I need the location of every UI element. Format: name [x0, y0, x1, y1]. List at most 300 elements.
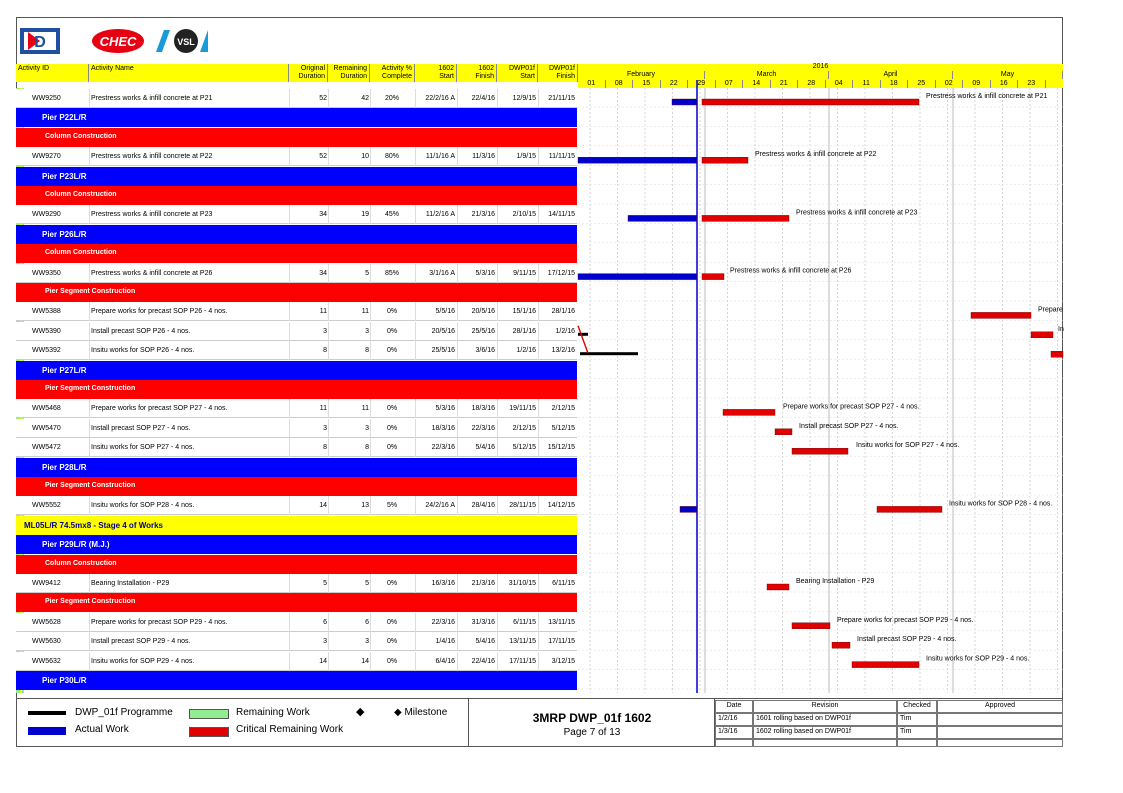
- pier-band[interactable]: [16, 167, 577, 186]
- cell-s: 1/4/16: [435, 638, 455, 646]
- activity-row[interactable]: [16, 632, 577, 651]
- cell-divider: [89, 419, 90, 438]
- cell-id: WW5630: [32, 638, 61, 646]
- cell-ds: 28/1/16: [512, 327, 536, 335]
- timeline-month: February: [578, 71, 705, 79]
- gantt-bar-label: Insitu works for SOP P27 - 4 nos.: [856, 442, 960, 450]
- cell-divider: [328, 322, 329, 341]
- gantt-bar: [792, 448, 848, 454]
- band-label: Pier Segment Construction: [45, 288, 136, 295]
- legend-remaining-label: Remaining Work: [236, 707, 310, 718]
- cell-s: 11/2/16 A: [425, 211, 455, 219]
- cell-divider: [328, 302, 329, 321]
- cell-divider: [289, 322, 290, 341]
- cell-divider: [457, 205, 458, 224]
- cell-divider: [497, 89, 498, 108]
- col-1602-finish[interactable]: 1602 Finish: [457, 64, 497, 82]
- cell-divider: [89, 438, 90, 457]
- cell-pct: 80%: [384, 153, 399, 161]
- cell-df: 5/12/15: [551, 424, 575, 432]
- cell-pct: 85%: [384, 269, 399, 277]
- cell-divider: [89, 632, 90, 651]
- cell-rd: 10: [361, 153, 369, 161]
- section-band[interactable]: [16, 593, 577, 612]
- cell-divider: [328, 205, 329, 224]
- cell-divider: [328, 89, 329, 108]
- gantt-bar: [1031, 332, 1053, 338]
- cell-divider: [457, 264, 458, 283]
- cell-name: Insitu works for SOP P28 - 4 nos.: [91, 502, 195, 510]
- timeline-week: 29: [688, 80, 716, 88]
- cell-pct: 0%: [386, 347, 398, 355]
- col-activity-id[interactable]: Activity ID: [16, 64, 89, 82]
- cell-pct: 0%: [386, 444, 398, 452]
- gantt-bar-label: Install precast SOP P29 - 4 nos.: [857, 636, 957, 644]
- logo-vsl: VSL: [177, 37, 195, 47]
- activity-row[interactable]: [16, 419, 577, 438]
- legend-remaining-swatch: [189, 709, 229, 719]
- cell-id: WW5388: [32, 308, 61, 316]
- activity-row[interactable]: [16, 399, 577, 418]
- document-title: 3MRP DWP_01f 1602: [532, 711, 652, 725]
- cell-divider: [415, 419, 416, 438]
- cell-divider: [457, 438, 458, 457]
- cell-divider: [457, 613, 458, 632]
- cell-name: Prepare works for precast SOP P27 - 4 nos.: [91, 405, 228, 413]
- cell-name: Prestress works & infill concrete at P23: [91, 211, 213, 219]
- cell-pct: 0%: [386, 308, 398, 316]
- cell-od: 8: [323, 347, 327, 355]
- timeline-week: 04: [826, 80, 854, 88]
- section-band[interactable]: [16, 186, 577, 205]
- band-label: Column Construction: [45, 249, 117, 257]
- cell-f: 31/3/16: [471, 618, 495, 626]
- timeline-week: 18: [881, 80, 909, 88]
- cell-f: 28/4/16: [471, 502, 495, 510]
- cell-divider: [289, 613, 290, 632]
- cell-divider: [328, 496, 329, 515]
- gantt-bar-label: Prepare works for precast SOP P27 - 4 nos.: [783, 403, 920, 411]
- cell-od: 34: [319, 211, 327, 219]
- baseline-bar: [578, 333, 588, 336]
- cell-f: 22/4/16: [471, 95, 495, 102]
- cell-od: 8: [323, 444, 327, 452]
- revision-cell: Tim: [897, 713, 937, 726]
- cell-ds: 9/11/15: [513, 269, 536, 277]
- band-label: Pier P27L/R: [42, 365, 87, 375]
- activity-row[interactable]: [16, 205, 577, 224]
- gantt-bar: [680, 506, 697, 512]
- cell-f: 5/4/16: [475, 444, 495, 452]
- revision-cell-empty: [937, 739, 1063, 747]
- cell-id: WW5632: [32, 657, 61, 665]
- cell-divider: [89, 147, 90, 166]
- cell-df: 13/11/15: [548, 618, 575, 626]
- cell-divider: [497, 496, 498, 515]
- cell-id: WW9290: [32, 211, 61, 219]
- activity-row[interactable]: [16, 613, 577, 632]
- legend-critical-label: Critical Remaining Work: [236, 724, 344, 735]
- band-label: ML05L/R 74.5mx8 - Stage 4 of Works: [24, 520, 164, 530]
- cell-divider: [370, 496, 371, 515]
- cell-divider: [370, 574, 371, 593]
- cell-divider: [289, 302, 290, 321]
- cell-divider: [415, 89, 416, 108]
- cell-divider: [89, 496, 90, 515]
- timeline-week: 02: [936, 80, 964, 88]
- cell-pct: 0%: [386, 618, 398, 626]
- cell-name: Install precast SOP P26 - 4 nos.: [91, 327, 191, 335]
- cell-s: 20/5/16: [431, 327, 455, 335]
- gantt-bar-label: Prestress works & infill concrete at P26: [730, 267, 852, 275]
- cell-divider: [328, 399, 329, 418]
- cell-divider: [89, 322, 90, 341]
- cell-divider: [415, 264, 416, 283]
- cell-divider: [538, 322, 539, 341]
- gantt-bar: [832, 642, 850, 648]
- cell-s: 11/1/16 A: [425, 153, 455, 161]
- cell-id: WW5392: [32, 347, 61, 355]
- col-activity-complete[interactable]: Activity % Complete: [370, 64, 415, 82]
- section-band[interactable]: [16, 477, 577, 496]
- cell-divider: [89, 264, 90, 283]
- cell-od: 34: [319, 269, 327, 277]
- cell-f: 22/3/16: [471, 424, 495, 432]
- cell-f: 3/6/16: [475, 347, 495, 355]
- cell-f: 25/5/16: [471, 327, 495, 335]
- gantt-bar: [702, 215, 789, 221]
- cell-ds: 31/10/15: [508, 580, 536, 587]
- activity-row[interactable]: [16, 322, 577, 341]
- section-band[interactable]: [16, 128, 577, 147]
- cell-df: 2/12/15: [551, 405, 575, 413]
- cell-f: 21/3/16: [471, 580, 495, 587]
- activity-row[interactable]: [16, 496, 577, 515]
- cell-id: WW5628: [32, 618, 61, 626]
- milestone-diamond-icon: ◆: [356, 706, 365, 718]
- legend-dwp-swatch: [28, 711, 66, 715]
- cell-df: 14/12/15: [547, 502, 575, 510]
- cell-id: WW5470: [32, 424, 61, 432]
- logo-chec: CHEC: [99, 34, 137, 49]
- cell-divider: [289, 147, 290, 166]
- cell-pct: 0%: [386, 580, 398, 587]
- cell-ds: 2/12/15: [512, 424, 536, 432]
- cell-s: 22/3/16: [431, 618, 455, 626]
- band-label: Pier P26L/R: [42, 229, 87, 239]
- cell-divider: [370, 438, 371, 457]
- gantt-bar: [767, 584, 789, 590]
- timeline-month: April: [829, 71, 953, 79]
- cell-divider: [89, 302, 90, 321]
- cell-name: Install precast SOP P29 - 4 nos.: [91, 638, 191, 646]
- pier-band[interactable]: [16, 361, 577, 380]
- cell-name: Bearing Installation - P29: [91, 580, 170, 587]
- cell-divider: [328, 419, 329, 438]
- cell-divider: [538, 652, 539, 671]
- cell-divider: [415, 205, 416, 224]
- cell-rd: 5: [365, 269, 369, 277]
- revision-cell: 1/3/16: [715, 726, 753, 739]
- cell-divider: [370, 341, 371, 360]
- activity-row[interactable]: [16, 264, 577, 283]
- gantt-bar-label: Prepare works for precast SOP P29 - 4 nos.: [837, 616, 974, 624]
- timeline-week: 14: [743, 80, 771, 88]
- cell-divider: [289, 632, 290, 651]
- revision-cell-empty: [897, 739, 937, 747]
- cell-s: 6/4/16: [435, 657, 455, 665]
- cell-divider: [538, 89, 539, 108]
- cell-divider: [289, 438, 290, 457]
- cell-id: WW9412: [32, 580, 61, 587]
- cell-divider: [457, 652, 458, 671]
- cell-rd: 11: [361, 308, 369, 316]
- section-band[interactable]: [16, 244, 577, 263]
- cell-name: Insitu works for SOP P26 - 4 nos.: [91, 347, 195, 355]
- cell-df: 1/2/16: [555, 327, 575, 335]
- section-band[interactable]: [16, 555, 577, 574]
- timeline-week: 21: [771, 80, 799, 88]
- cell-name: Prepare works for precast SOP P29 - 4 nos.: [91, 618, 228, 626]
- gantt-bar: [578, 157, 697, 163]
- pier-band[interactable]: [16, 458, 577, 477]
- cell-divider: [328, 652, 329, 671]
- col-dwp-finish[interactable]: DWP01f Finish: [538, 64, 578, 82]
- cell-od: 3: [323, 638, 327, 646]
- cell-ds: 6/11/15: [513, 618, 536, 626]
- revision-cell-empty: [715, 739, 753, 747]
- cell-divider: [289, 419, 290, 438]
- cell-divider: [457, 147, 458, 166]
- gantt-bar: [723, 409, 775, 415]
- cell-divider: [497, 652, 498, 671]
- cell-pct: 0%: [386, 327, 398, 335]
- cell-divider: [415, 341, 416, 360]
- cell-name: Prestress works & infill concrete at P22: [91, 153, 213, 161]
- timeline-week: 01: [578, 80, 606, 88]
- timeline-week: 07: [716, 80, 744, 88]
- gantt-bar-label: Insitu works for SOP P29 - 4 nos.: [926, 655, 1030, 663]
- cell-od: 52: [319, 153, 327, 161]
- band-label: Pier P23L/R: [42, 171, 87, 181]
- cell-s: 25/5/16: [431, 347, 455, 355]
- cell-s: 22/2/16 A: [425, 95, 455, 102]
- cell-f: 22/4/16: [471, 657, 495, 665]
- activity-row[interactable]: [16, 89, 577, 108]
- cell-divider: [457, 302, 458, 321]
- revision-cell: 1602 rolling based on DWP01f: [753, 726, 897, 739]
- cell-divider: [89, 652, 90, 671]
- cell-divider: [497, 438, 498, 457]
- col-dwp-start[interactable]: DWP01f Start: [497, 64, 538, 82]
- cell-id: WW9250: [32, 95, 61, 102]
- cell-f: 5/4/16: [475, 638, 495, 646]
- cell-ds: 13/11/15: [509, 638, 536, 646]
- cell-divider: [538, 399, 539, 418]
- cell-divider: [89, 205, 90, 224]
- cell-divider: [328, 632, 329, 651]
- cell-name: Prestress works & infill concrete at P26: [91, 269, 213, 277]
- cell-divider: [415, 438, 416, 457]
- activity-row[interactable]: [16, 574, 577, 593]
- pier-band[interactable]: [16, 535, 577, 554]
- logo-d: D: [34, 34, 46, 51]
- cell-s: 5/3/16: [435, 405, 455, 413]
- col-1602-start[interactable]: 1602 Start: [415, 64, 457, 82]
- revision-cell: [937, 726, 1063, 739]
- baseline-bar: [580, 352, 638, 355]
- cell-df: 17/11/15: [548, 638, 575, 646]
- legend-milestone: ◆ Milestone: [394, 707, 448, 718]
- cell-pct: 0%: [386, 405, 398, 413]
- cell-od: 14: [319, 502, 327, 510]
- cell-pct: 0%: [386, 657, 398, 665]
- gantt-bar: [578, 274, 697, 280]
- cell-divider: [497, 341, 498, 360]
- gantt-bar-label: In: [1058, 325, 1064, 333]
- cell-name: Prestress works & infill concrete at P21: [91, 95, 213, 102]
- cell-f: 11/3/16: [472, 153, 495, 161]
- legend-critical-swatch: [189, 727, 229, 737]
- cell-df: 14/11/15: [548, 211, 575, 219]
- cell-pct: 0%: [386, 638, 398, 646]
- cell-df: 3/12/15: [551, 657, 575, 665]
- cell-f: 21/3/16: [471, 211, 495, 219]
- gantt-bar: [1051, 351, 1063, 357]
- gantt-bar: [971, 312, 1031, 318]
- timeline-week: 28: [798, 80, 826, 88]
- cell-id: WW5390: [32, 327, 61, 335]
- band-label: Pier P28L/R: [42, 462, 87, 472]
- timeline-week: 23: [1018, 80, 1046, 88]
- timeline-week: 09: [963, 80, 991, 88]
- cell-name: Insitu works for SOP P27 - 4 nos.: [91, 444, 195, 452]
- cell-ds: 19/11/15: [509, 405, 536, 413]
- band-label: Column Construction: [45, 559, 117, 567]
- link-line: [578, 326, 588, 353]
- cell-divider: [497, 632, 498, 651]
- band-label: Pier P30L/R: [42, 676, 87, 685]
- cell-divider: [370, 89, 371, 108]
- cell-pct: 5%: [386, 502, 398, 510]
- legend-actual-label: Actual Work: [75, 724, 129, 735]
- activity-row[interactable]: [16, 438, 577, 457]
- cell-divider: [457, 399, 458, 418]
- cell-divider: [89, 89, 90, 108]
- cell-ds: 17/11/15: [509, 657, 536, 665]
- col-remaining-duration[interactable]: Remaining Duration: [328, 64, 370, 82]
- gantt-chart: [578, 88, 1063, 693]
- timeline-week: 11: [853, 80, 881, 88]
- cell-divider: [497, 205, 498, 224]
- cell-s: 22/3/16: [431, 444, 455, 452]
- cell-divider: [415, 496, 416, 515]
- cell-divider: [538, 419, 539, 438]
- gantt-bar: [792, 623, 830, 629]
- pier-band[interactable]: [16, 108, 577, 127]
- revision-cell: 1601 rolling based on DWP01f: [753, 713, 897, 726]
- cell-divider: [89, 341, 90, 360]
- cell-divider: [497, 302, 498, 321]
- cell-df: 13/2/16: [551, 347, 575, 355]
- section-band[interactable]: [16, 380, 577, 399]
- cell-divider: [289, 399, 290, 418]
- cell-divider: [538, 574, 539, 593]
- timeline-month: May: [953, 71, 1063, 79]
- cell-divider: [370, 419, 371, 438]
- gantt-bar-label: Prestress works & infill concrete at P22: [755, 151, 877, 159]
- cell-divider: [289, 652, 290, 671]
- cell-divider: [538, 341, 539, 360]
- cell-divider: [328, 574, 329, 593]
- cell-od: 52: [319, 95, 327, 102]
- stage-band[interactable]: [16, 516, 577, 535]
- cell-id: WW5552: [32, 502, 61, 510]
- cell-ds: 5/12/15: [512, 444, 536, 452]
- band-label: Pier Segment Construction: [45, 482, 136, 489]
- cell-od: 11: [319, 405, 327, 413]
- cell-divider: [415, 652, 416, 671]
- activity-row[interactable]: [16, 302, 577, 321]
- gantt-bar: [877, 506, 942, 512]
- page-number: Page 7 of 13: [563, 727, 621, 738]
- cell-s: 16/3/16: [431, 580, 455, 587]
- cell-s: 5/5/16: [435, 308, 455, 316]
- cell-id: WW5472: [32, 444, 61, 452]
- gantt-bar: [702, 157, 748, 163]
- cell-ds: 1/9/15: [516, 153, 536, 161]
- activity-row[interactable]: [16, 652, 577, 671]
- activity-row[interactable]: [16, 147, 577, 166]
- timeline-week: 16: [991, 80, 1019, 88]
- cell-s: 3/1/16 A: [429, 269, 455, 277]
- col-activity-name[interactable]: Activity Name: [89, 64, 289, 82]
- cell-divider: [538, 264, 539, 283]
- cell-divider: [497, 322, 498, 341]
- cell-divider: [457, 341, 458, 360]
- pier-band[interactable]: [16, 671, 577, 690]
- cell-divider: [457, 419, 458, 438]
- section-band[interactable]: [16, 283, 577, 302]
- col-original-duration[interactable]: Original Duration: [289, 64, 328, 82]
- cell-divider: [370, 632, 371, 651]
- cell-divider: [289, 89, 290, 108]
- cell-name: Install precast SOP P27 - 4 nos.: [91, 424, 191, 432]
- cell-divider: [415, 147, 416, 166]
- gantt-bar-label: Prestress works & infill concrete at P23: [796, 209, 918, 217]
- cell-df: 6/11/15: [552, 580, 575, 587]
- cell-divider: [457, 322, 458, 341]
- cell-divider: [538, 632, 539, 651]
- cell-rd: 11: [361, 405, 369, 413]
- activity-row[interactable]: [16, 341, 577, 360]
- cell-divider: [415, 632, 416, 651]
- cell-divider: [328, 147, 329, 166]
- cell-divider: [370, 322, 371, 341]
- revision-header: Approved: [937, 700, 1063, 713]
- cell-divider: [289, 574, 290, 593]
- band-label: Pier Segment Construction: [45, 385, 136, 392]
- pier-band[interactable]: [16, 225, 577, 244]
- cell-divider: [538, 438, 539, 457]
- band-label: Column Construction: [45, 132, 117, 140]
- cell-name: Prepare works for precast SOP P26 - 4 nos.: [91, 308, 228, 316]
- cell-pct: 0%: [386, 424, 398, 432]
- cell-divider: [415, 613, 416, 632]
- cell-id: WW9350: [32, 269, 61, 277]
- cell-id: WW9270: [32, 153, 61, 161]
- gantt-bar: [702, 274, 724, 280]
